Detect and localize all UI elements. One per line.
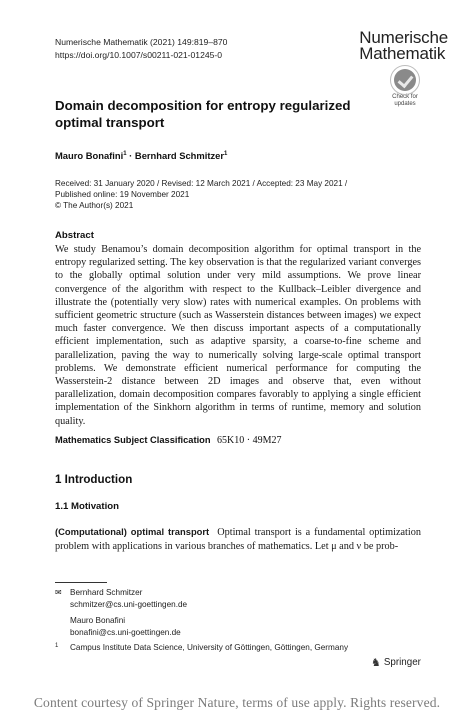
abstract-text: We study Benamou’s domain decomposition algorithm for optimal transport in the entropy regularized setting. The key observation is that the regularized variant converges to the globally optimal solution under very mild assumptions. We prove linear convergence of the algorithm with respect to the Kullback–Leibler divergence and illustrate the (potentially very slow) rates with numerical examples. On problems with sufficient geometric structure (such as Wasserstein distances between images) we expect much faster convergence. We then discuss important aspects of a computationally efficient implementation, such as adaptive sparsity, a coarse-to-fine scheme and parallelization, paving the way to numerically solving large-scale optimal transport problems. We demonstrate efficient numerical performance for computing the Wasserstein-2 distance between 2D images and observe that, even without parallelization, domain decomposition compares favorably to applying a single efficient implementation of the Sinkhorn algorithm in terms of runtime, memory and solution quality. — [55, 244, 421, 427]
author-list — [55, 150, 227, 161]
check-for-updates-badge[interactable] — [389, 69, 421, 107]
intro-paragraph — [55, 525, 421, 554]
check-updates-line-1: Check for — [392, 94, 418, 100]
publisher-logo — [371, 656, 421, 669]
corresponding-author-email[interactable]: schmitzer@cs.uni-goettingen.de — [70, 599, 188, 609]
msc-label: Mathematics Subject Classification — [55, 435, 211, 445]
dates-line: Published online: 19 November 2021 — [55, 190, 190, 199]
coauthor-name: Mauro Bonafini — [70, 616, 126, 626]
journal-meta — [55, 36, 227, 61]
author-name[interactable]: Mauro Bonafini — [55, 150, 124, 161]
brand-line-1: Numerische — [359, 28, 448, 47]
affiliation — [55, 643, 348, 652]
author-name[interactable]: Bernhard Schmitzer — [134, 150, 225, 161]
copyright-line: © The Author(s) 2021 — [55, 201, 134, 210]
envelope-icon: ✉ — [55, 588, 62, 597]
check-updates-line-2: updates — [394, 100, 416, 107]
courtesy-notice: Content courtesy of Springer Nature, terms of use apply. Rights reserved. — [33, 695, 441, 710]
springer-horse-icon: ♞ — [371, 656, 381, 669]
intro-text: Optimal transport is a fundamental optimization problem with applications in various branches of mathematics. Let μ and ν be prob- — [55, 527, 421, 552]
section-heading: 1 Introduction — [55, 473, 133, 486]
brand-line-2: Mathematik — [359, 43, 446, 63]
subsection-heading: 1.1 Motivation — [55, 501, 119, 512]
check-updates-icon — [394, 69, 416, 91]
author-affiliation-marker: 1 — [123, 150, 127, 157]
journal-brand — [359, 30, 448, 61]
publication-history — [55, 178, 347, 211]
msc-classification — [55, 435, 281, 446]
paper-title: Domain decomposition for entropy regularized optimal transport — [55, 98, 351, 130]
doi-link[interactable]: https://doi.org/10.1007/s00211-021-01245-0 — [55, 49, 223, 60]
journal-citation: Numerische Mathematik (2021) 149:819–870 — [55, 37, 228, 47]
corresponding-author-name: Bernhard Schmitzer — [70, 588, 143, 597]
correspondence-block — [55, 587, 187, 638]
author-affiliation-marker: 1 — [224, 150, 228, 157]
publisher-name: Springer — [383, 657, 421, 668]
msc-codes: 65K10 · 49M27 — [217, 435, 282, 446]
abstract-heading: Abstract — [55, 230, 94, 241]
coauthor-email[interactable]: bonafini@cs.uni-goettingen.de — [70, 627, 181, 637]
dates-line: Received: 31 January 2020 / Revised: 12 March 2021 / Accepted: 23 May 2021 / — [55, 179, 348, 188]
affiliation-number: 1 — [55, 643, 59, 649]
author-separator: · — [126, 150, 135, 161]
runin-heading: (Computational) optimal transport — [55, 526, 210, 537]
footnote-rule — [55, 582, 107, 583]
affiliation-text: Campus Institute Data Science, University of Göttingen, Göttingen, Germany — [70, 643, 349, 652]
